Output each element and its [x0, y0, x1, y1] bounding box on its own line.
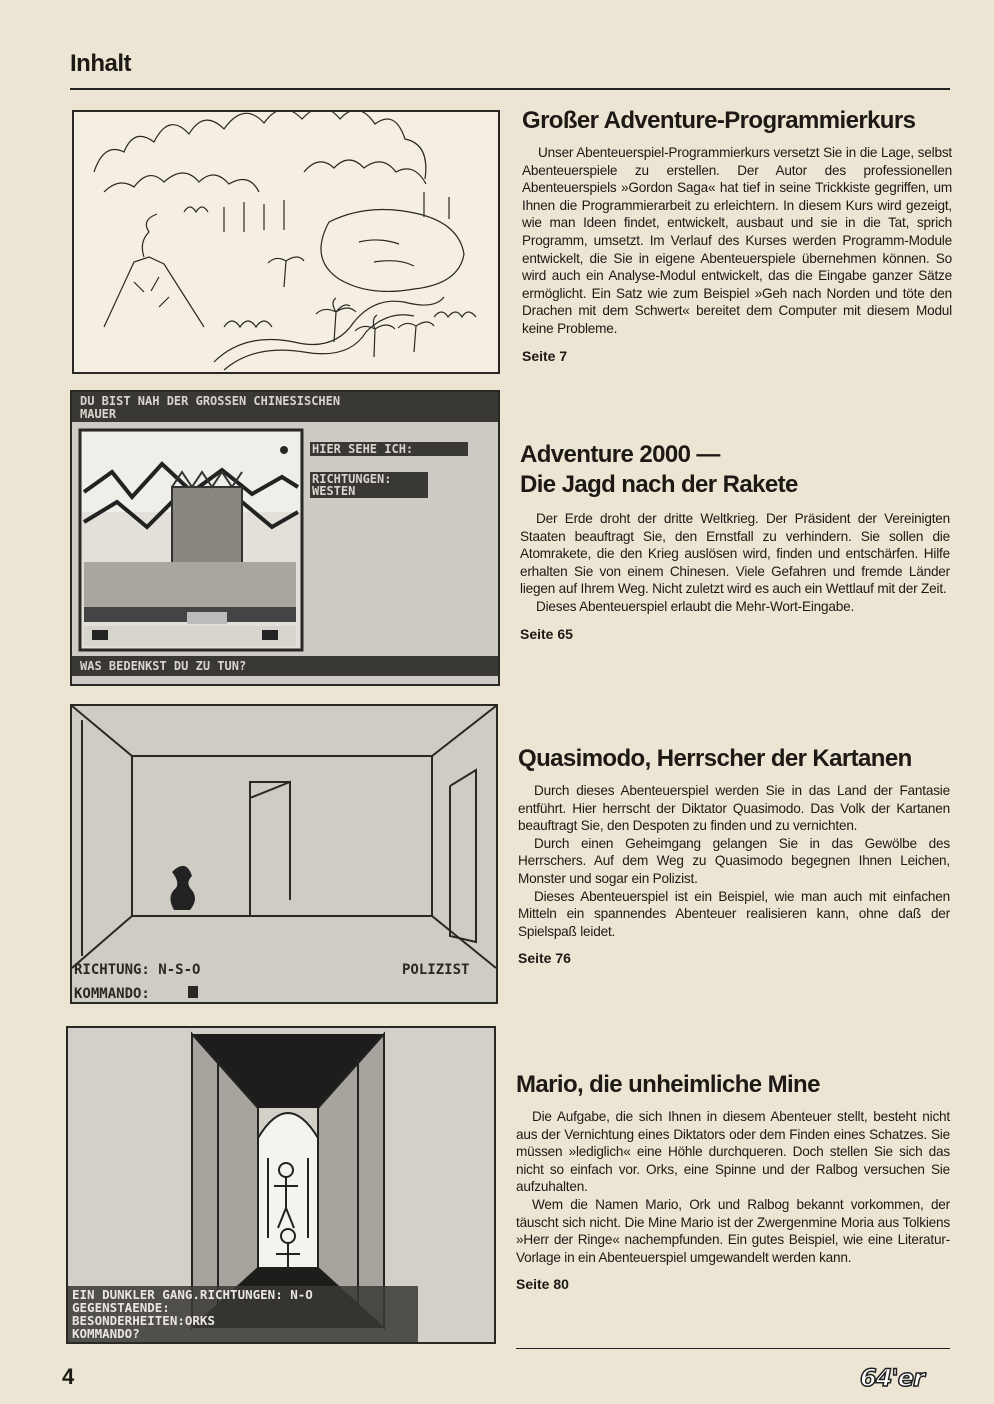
article-adventure-kurs: [522, 106, 952, 364]
article-title-line2: Die Jagd nach der Rakete: [520, 471, 798, 498]
screen-prompt: WAS BEDENKST DU ZU TUN?: [80, 659, 247, 673]
screen-richtungen: RICHTUNGEN:: [312, 472, 392, 486]
article-paragraph: Durch dieses Abenteuerspiel werden Sie in das Land der Fantasie entführt. Hier herrscht der Diktator Quasimodo. Das Volk der Kartanen beauftragt Sie, den Despoten zu finden und zu vernichten.: [518, 783, 950, 834]
screen-westen: WESTEN: [312, 484, 356, 498]
page-reference: Seite 76: [518, 950, 571, 967]
article-paragraph: Unser Abenteuerspiel-Programmierkurs versetzt Sie in die Lage, selbst Abenteuerspiele zu erstellen. Der Autor des professionellen Abenteuerspiels »Gordon Saga« hat tief in seine Trickkiste gegriffen, um Ihnen die Programmierarbeit zu erleichtern. In diesem Kurs wird gezeigt, wie man Ideen findet, entwickelt, ausbaut und sie in die Tat, sprich Programm, umsetzt. Im Verlauf des Kurses werden Programm-Module entwickelt, die Sie in eigene Abenteuerspiele übernehmen können. So wird auch ein Analyse-Modul entwickelt, das die Eingabe ganzer Sätze ermöglicht. Ein Satz wie zum Beispiel »Geh nach Norden und töte den Drachen mit dem Schwert« bereitet dem Computer mit diesem Modul keine Probleme.: [522, 145, 952, 336]
mario-screenshot: [66, 1026, 496, 1344]
article-adventure-2000: [520, 440, 950, 642]
article-title: Mario, die unheimliche Mine: [516, 1071, 820, 1098]
map-drawing: [74, 112, 498, 372]
mario-line1: EIN DUNKLER GANG.RICHTUNGEN: N-O: [72, 1287, 313, 1302]
article-paragraph: Dieses Abenteuerspiel erlaubt die Mehr-Wort-Eingabe.: [536, 598, 855, 614]
page-reference: Seite 80: [516, 1276, 569, 1293]
article-paragraph: Dieses Abenteuerspiel ist ein Beispiel, wie man auch mit einfachen Mitteln ein spannendes Abenteuer realisieren kann, ohne daß der Spielspaß leidet.: [518, 888, 950, 939]
magazine-logo: [860, 1364, 950, 1394]
mario-line2: GEGENSTAENDE:: [72, 1300, 170, 1315]
footer-divider: [516, 1348, 950, 1349]
article-title: [520, 440, 950, 500]
quasimodo-screenshot: [70, 704, 498, 1004]
article-title: Quasimodo, Herrscher der Kartanen: [518, 745, 912, 772]
adventure-2000-screenshot: [70, 390, 500, 686]
mario-screen: [68, 1028, 494, 1342]
quasimodo-screen: [72, 706, 496, 1002]
article-paragraph: Der Erde droht der dritte Weltkrieg. Der Präsident der Vereinigten Staaten beauftragt Sie, den Ernstfall zu verhindern. Sie sollen die Atomrakete, die den Krieg auslösen wird, finden und entschärfen. Hilfe erhalten Sie von einem Chinesen. Viele Gefahren und fremde Länder liegen auf Ihrem Weg. Nicht zuletzt wird es auch ein Wettlauf mit der Zeit.: [520, 511, 950, 597]
page-title: Inhalt: [70, 50, 131, 77]
article-title-line1: Adventure 2000 —: [520, 441, 720, 468]
page-header: [70, 48, 950, 90]
screen-kommando: KOMMANDO:: [74, 986, 150, 1002]
logo-text: 64'er: [860, 1364, 924, 1392]
screen-hier: HIER SEHE ICH:: [312, 442, 414, 456]
adventure-map-illustration: [72, 110, 500, 374]
article-paragraph: Die Aufgabe, die sich Ihnen in diesem Abenteuer stellt, besteht nicht aus der Vernichtung eines Diktators oder dem Finden eines Schatzes. Sie müssen »lediglich« eine Höhle durchqueren. Doch stellen Sie sich das nicht so einfach vor. Orks, eine Spinne und der Ralbog versuchen Sie aufzuhalten.: [516, 1109, 950, 1195]
adventure-2000-screen: [72, 392, 498, 684]
screen-line1: DU BIST NAH DER GROSSEN CHINESISCHEN: [80, 394, 341, 408]
article-paragraph: Durch einen Geheimgang gelangen Sie in das Gewölbe des Herrschers. Auf dem Weg zu Quasimodo begegnen Ihnen Leichen, Monster und sogar ein Polizist.: [518, 835, 950, 886]
article-mario: [516, 1070, 950, 1292]
page-reference: Seite 65: [520, 625, 573, 642]
article-quasimodo: [518, 744, 950, 966]
article-title: Großer Adventure-Programmierkurs: [522, 107, 916, 134]
mario-line3: BESONDERHEITEN:ORKS: [72, 1313, 215, 1328]
screen-line2: MAUER: [80, 407, 117, 421]
page-number: 4: [62, 1364, 75, 1389]
screen-polizist: POLIZIST: [402, 962, 470, 978]
article-paragraph: Wem die Namen Mario, Ork und Ralbog bekannt vorkommen, der täuscht sich nicht. Die Mine Mario ist der Zwergenmine Moria aus Tolkiens »Herr der Ringe« nachempfunden. Ein gutes Beispiel, wie eine Literatur-Vorlage in ein Abenteuerspiel umgewandelt werden kann.: [516, 1196, 950, 1265]
page-reference: Seite 7: [522, 347, 568, 364]
mario-line4: KOMMANDO?: [72, 1326, 140, 1341]
screen-richtung: RICHTUNG: N-S-O: [74, 962, 201, 978]
